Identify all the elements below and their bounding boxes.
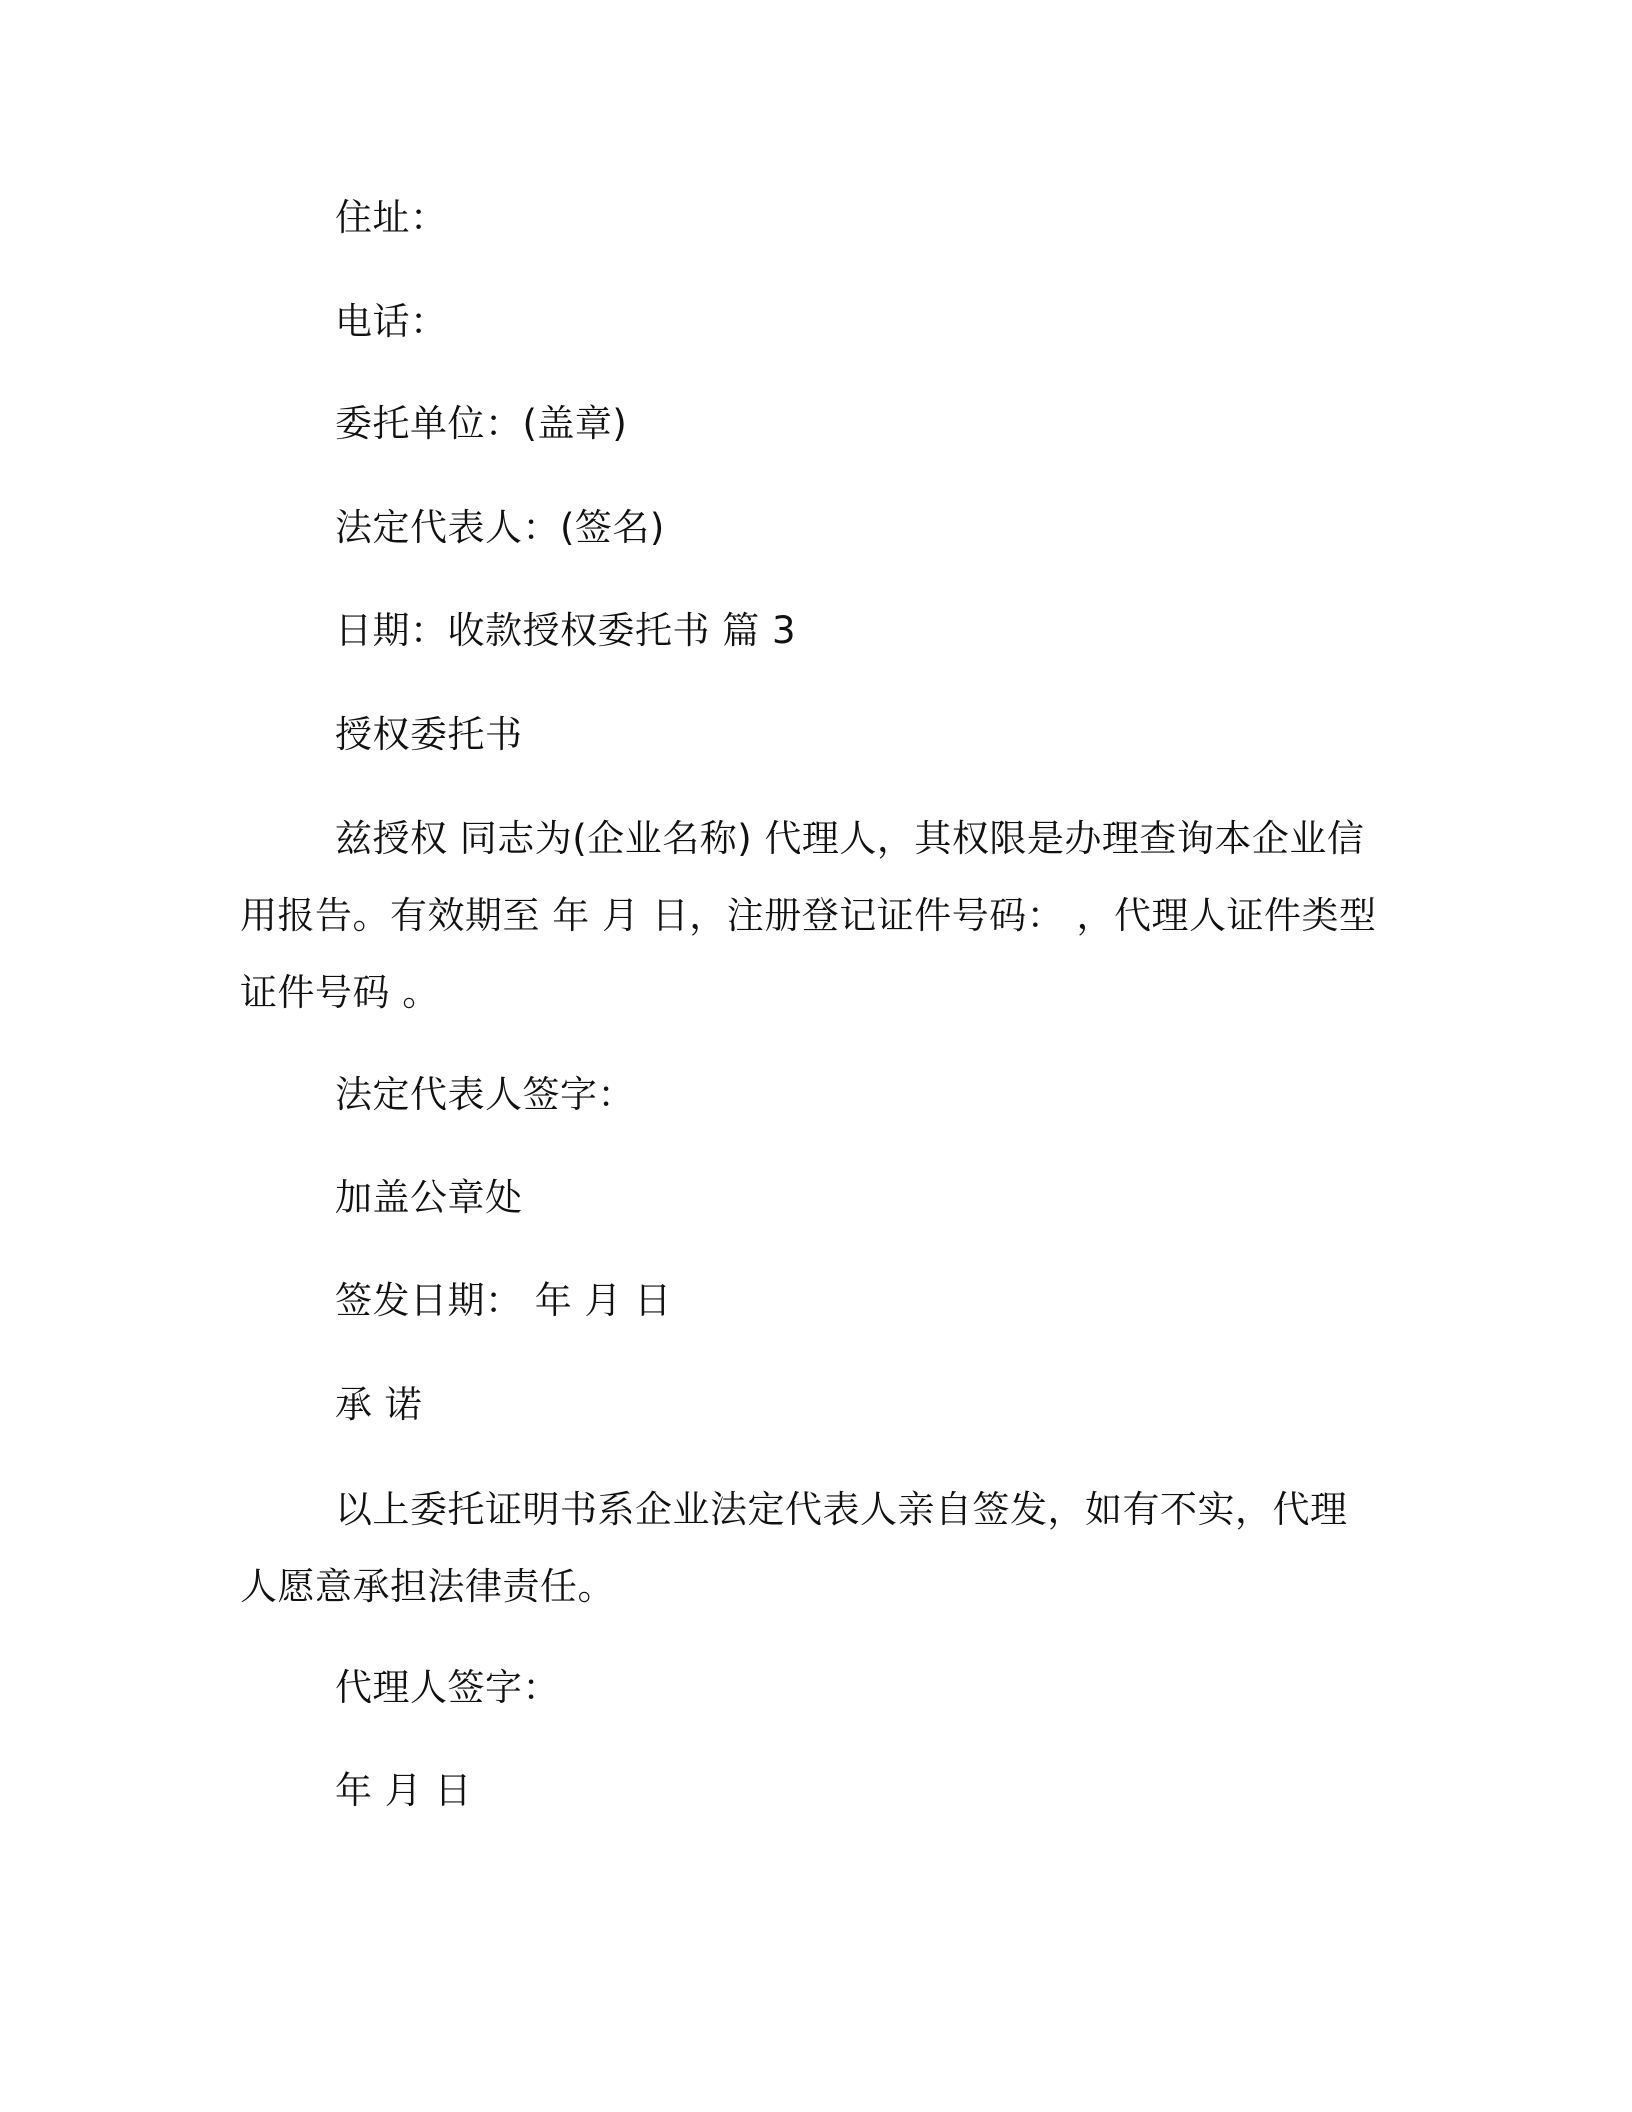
phone-line: 电话： xyxy=(335,300,448,343)
legal-rep-sign-line: 法定代表人签字： xyxy=(335,1073,635,1116)
promise-paragraph xyxy=(240,1471,1380,1625)
auth-paragraph-text: 兹授权 同志为(企业名称) 代理人，其权限是办理查询本企业信用报告。有效期至 年 月 日，注册登记证件号码： ，代理人证件类型 证件号码 。 xyxy=(240,817,1377,1014)
promise-title: 承 诺 xyxy=(335,1383,423,1426)
entrusting-unit-line: 委托单位：(盖章) xyxy=(335,402,628,445)
auth-title: 授权委托书 xyxy=(335,713,523,756)
agent-sign-line: 代理人签字： xyxy=(335,1666,560,1709)
closing-date-line: 年 月 日 xyxy=(335,1769,473,1812)
legal-rep-line: 法定代表人：(签名) xyxy=(335,506,665,549)
address-line: 住址： xyxy=(335,196,448,239)
auth-paragraph xyxy=(240,800,1380,1031)
date-title-line: 日期：收款授权委托书 篇 3 xyxy=(335,609,797,652)
promise-paragraph-text: 以上委托证明书系企业法定代表人亲自签发，如有不实，代理人愿意承担法律责任。 xyxy=(240,1488,1348,1608)
issue-date-line: 签发日期： 年 月 日 xyxy=(335,1279,672,1322)
seal-line: 加盖公章处 xyxy=(335,1176,523,1219)
